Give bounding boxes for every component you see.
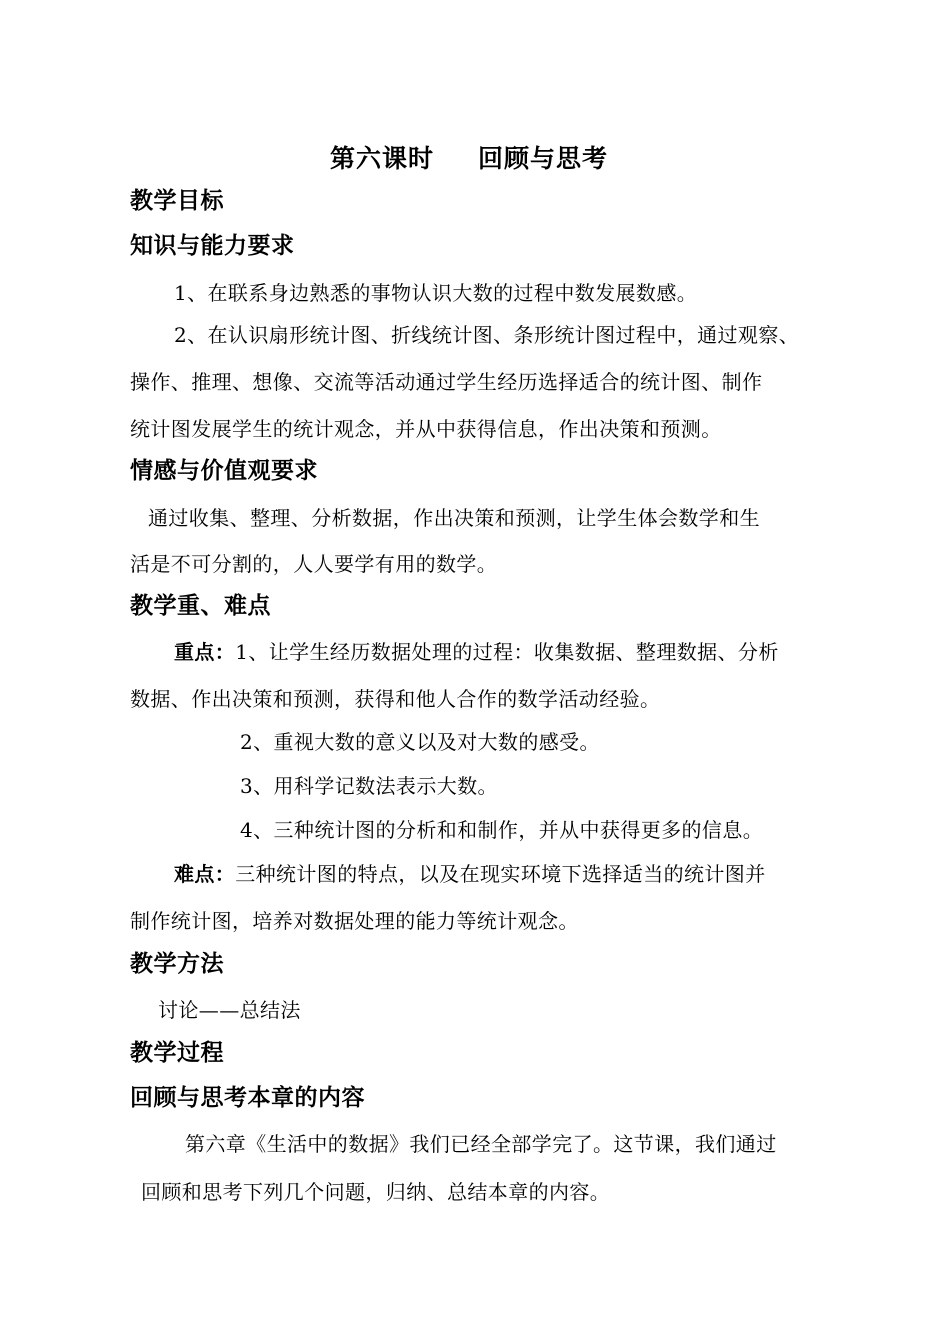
difficult-line-2: 制作统计图，培养对数据处理的能力等统计观念。: [130, 909, 579, 933]
heading-emotion: 情感与价值观要求: [130, 458, 318, 484]
key-item-1-line-1: [174, 638, 779, 666]
emotion-text-line-2: 活是不可分割的，人人要学有用的数学。: [130, 552, 498, 576]
key-label: 重点：: [174, 640, 236, 664]
difficult-line-1: [174, 860, 766, 888]
heading-objectives: 教学目标: [130, 188, 224, 214]
heading-method: 教学方法: [130, 951, 224, 977]
key-item-4: 4、三种统计图的分析和和制作，并从中获得更多的信息。: [240, 818, 764, 842]
page-title: [330, 143, 608, 175]
key-item-3: 3、用科学记数法表示大数。: [240, 774, 498, 798]
key-item-2: 2、重视大数的意义以及对大数的感受。: [240, 730, 600, 754]
difficult-label: 难点：: [174, 862, 236, 886]
review-text-line-2: 回顾和思考下列几个问题，归纳、总结本章的内容。: [141, 1180, 611, 1204]
knowledge-item-2-line-2: 操作、推理、想像、交流等活动通过学生经历选择适合的统计图、制作: [130, 370, 763, 394]
heading-process: 教学过程: [130, 1040, 224, 1066]
heading-review: 回顾与思考本章的内容: [130, 1085, 365, 1111]
knowledge-item-2-line-3: 统计图发展学生的统计观念，并从中获得信息，作出决策和预测。: [130, 417, 722, 441]
method-text: 讨论——总结法: [158, 998, 301, 1022]
heading-key-points: 教学重、难点: [130, 593, 271, 619]
heading-knowledge: 知识与能力要求: [130, 233, 295, 259]
key-item-1-line-2: 数据、作出决策和预测，获得和他人合作的数学活动经验。: [130, 687, 661, 711]
difficult-text: 三种统计图的特点，以及在现实环境下选择适当的统计图并: [235, 862, 766, 886]
title-part1: 第六课时: [330, 144, 435, 173]
key-item-1-text: 1、让学生经历数据处理的过程：收集数据、整理数据、分析: [235, 640, 779, 664]
emotion-text-line-1: 通过收集、整理、分析数据，作出决策和预测，让学生体会数学和生: [148, 506, 760, 530]
knowledge-item-2-line-1: 2、在认识扇形统计图、折线统计图、条形统计图过程中，通过观察、: [174, 323, 800, 347]
review-text-line-1: 第六章《生活中的数据》我们已经全部学完了。这节课，我们通过: [185, 1132, 777, 1156]
title-part2: 回顾与思考: [478, 144, 609, 173]
knowledge-item-1: 1、在联系身边熟悉的事物认识大数的过程中数发展数感。: [174, 281, 698, 305]
